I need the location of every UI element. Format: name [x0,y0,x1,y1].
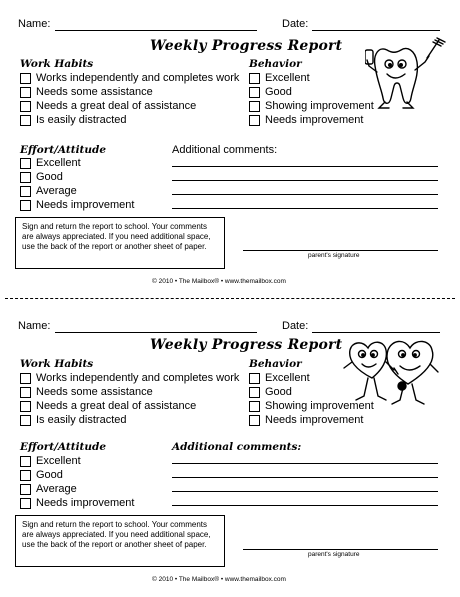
option-label: Works independently and completes work [36,372,240,384]
cut-line [5,298,455,299]
date-field[interactable] [312,332,440,333]
option-label: Needs a great deal of assistance [36,100,197,112]
checkbox[interactable] [20,387,31,398]
name-label: Name: [18,320,51,332]
signature-line[interactable] [243,549,438,550]
checkbox[interactable] [20,158,31,169]
effort-option[interactable] [20,455,81,468]
checkbox[interactable] [20,200,31,211]
effort-option[interactable] [20,157,81,170]
copyright: © 2010 • The Mailbox® • www.themailbox.com [152,278,286,285]
checkbox[interactable] [249,115,260,126]
checkbox[interactable] [249,415,260,426]
effort-heading: Effort/Attitude [20,441,107,453]
behavior-option[interactable] [249,86,292,99]
checkbox[interactable] [20,470,31,481]
checkbox[interactable] [20,456,31,467]
checkbox[interactable] [20,172,31,183]
behavior-option[interactable] [249,72,310,85]
work-habit-option[interactable] [20,414,126,427]
option-label: Showing improvement [265,400,374,412]
comment-line[interactable] [172,208,438,209]
checkbox[interactable] [249,401,260,412]
effort-option[interactable] [20,483,77,496]
work-habit-option[interactable] [20,72,239,85]
checkbox[interactable] [249,73,260,84]
option-label: Good [265,86,292,98]
report-bottom [0,304,460,597]
option-label: Needs improvement [36,497,135,509]
comment-line[interactable] [172,194,438,195]
option-label: Average [36,483,77,495]
comment-line[interactable] [172,477,438,478]
instructions-text: Sign and return the report to school. Your comments are always appreciated. If you need additional space, use the back of the report or another sheet of paper. [22,520,211,549]
report-top [0,0,460,295]
name-field[interactable] [55,332,257,333]
option-label: Average [36,185,77,197]
option-label: Needs a great deal of assistance [36,400,197,412]
copyright: © 2010 • The Mailbox® • www.themailbox.com [152,576,286,583]
checkbox[interactable] [20,415,31,426]
work-habit-option[interactable] [20,400,196,413]
comment-line[interactable] [172,166,438,167]
work-habit-option[interactable] [20,100,196,113]
checkbox[interactable] [249,101,260,112]
work-habit-option[interactable] [20,386,153,399]
effort-option[interactable] [20,199,134,212]
option-label: Good [265,386,292,398]
signature-label: parent's signature [308,252,360,259]
instructions-box [15,217,225,269]
work-habit-option[interactable] [20,114,126,127]
behavior-option[interactable] [249,114,363,127]
date-field[interactable] [312,30,440,31]
option-label: Excellent [36,455,81,467]
signature-line[interactable] [243,250,438,251]
checkbox[interactable] [249,87,260,98]
behavior-option[interactable] [249,414,363,427]
behavior-option[interactable] [249,100,374,113]
checkbox[interactable] [20,101,31,112]
instructions-box [15,515,225,567]
option-label: Excellent [265,72,310,84]
effort-option[interactable] [20,171,63,184]
work-habits-heading: Work Habits [20,358,94,370]
signature-label: parent's signature [308,551,360,558]
option-label: Needs improvement [36,199,135,211]
behavior-option[interactable] [249,386,292,399]
work-habit-option[interactable] [20,372,239,385]
checkbox[interactable] [20,73,31,84]
name-label: Name: [18,18,51,30]
option-label: Excellent [36,157,81,169]
tooth-mascot-icon [365,36,447,112]
comments-label: Additional comments: [172,144,278,156]
option-label: Needs some assistance [36,86,153,98]
date-label: Date: [282,18,309,30]
checkbox[interactable] [20,115,31,126]
effort-heading: Effort/Attitude [20,144,107,156]
effort-option[interactable] [20,185,77,198]
checkbox[interactable] [249,387,260,398]
option-label: Is easily distracted [36,114,127,126]
work-habits-heading: Work Habits [20,58,94,70]
comment-line[interactable] [172,505,438,506]
behavior-option[interactable] [249,372,310,385]
name-field[interactable] [55,30,257,31]
behavior-heading: Behavior [249,58,302,70]
effort-option[interactable] [20,469,63,482]
comment-line[interactable] [172,180,438,181]
instructions-text: Sign and return the report to school. Your comments are always appreciated. If you need additional space, use the back of the report or another sheet of paper. [22,222,211,251]
comment-line[interactable] [172,491,438,492]
comments-label: Additional comments: [172,441,302,453]
checkbox[interactable] [20,87,31,98]
behavior-heading: Behavior [249,358,302,370]
checkbox[interactable] [20,498,31,509]
effort-option[interactable] [20,497,134,510]
checkbox[interactable] [20,484,31,495]
option-label: Needs some assistance [36,386,153,398]
option-label: Needs improvement [265,114,364,126]
checkbox[interactable] [20,186,31,197]
option-label: Is easily distracted [36,414,127,426]
option-label: Good [36,171,63,183]
work-habit-option[interactable] [20,86,153,99]
date-label: Date: [282,320,309,332]
option-label: Excellent [265,372,310,384]
option-label: Showing improvement [265,100,374,112]
comment-line[interactable] [172,463,438,464]
option-label: Works independently and completes work [36,72,240,84]
report-title: Weekly Progress Report [150,38,343,54]
hearts-mascot-icon [342,334,442,410]
option-label: Needs improvement [265,414,364,426]
report-title: Weekly Progress Report [150,337,343,353]
checkbox[interactable] [20,373,31,384]
checkbox[interactable] [20,401,31,412]
checkbox[interactable] [249,373,260,384]
option-label: Good [36,469,63,481]
